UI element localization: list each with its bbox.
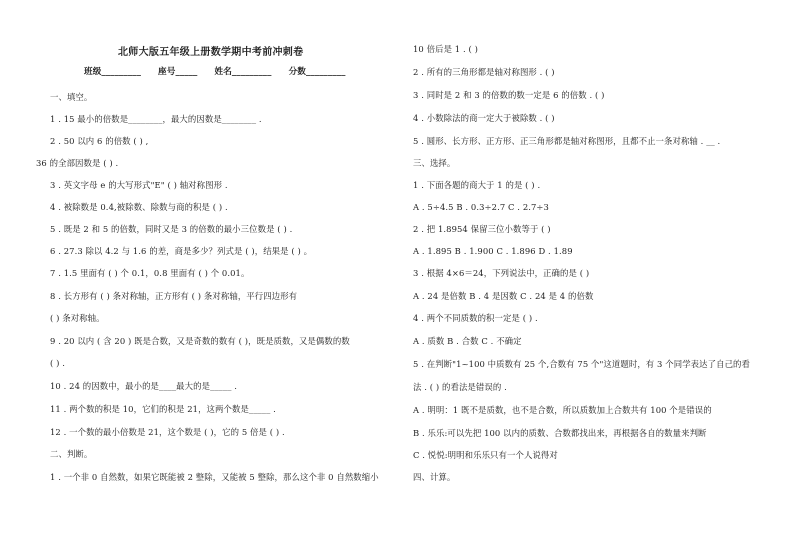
choice-1-options: A . 5÷4.5 B . 0.3÷2.7 C . 2.7÷3: [413, 202, 549, 212]
judgement-4: 4 . 小数除法的商一定大于被除数 . ( ): [413, 113, 555, 123]
question-2: 2 . 50 以内 6 的倍数 ( ) ,: [50, 136, 149, 146]
question-6: 6 . 27.3 除以 4.2 与 1.6 的差，商是多少？列式是 ( )，结果是 ( ) 。: [50, 246, 313, 256]
judgement-3: 3 . 同时是 2 和 3 的倍数的数一定是 6 的倍数 . ( ): [413, 90, 605, 100]
question-12: 12 . 一个数的最小倍数是 21，这个数是 ( )，它的 5 倍是 ( ) .: [50, 427, 285, 437]
question-5: 5 . 既是 2 和 5 的倍数，同时又是 3 的倍数的最小三位数是 ( ) .: [50, 224, 293, 234]
section-fill-blank: 一、填空。: [50, 92, 93, 102]
choice-1: 1 . 下面各题的商大于 1 的是 ( ) .: [413, 180, 541, 190]
choice-2: 2 . 把 1.8954 保留三位小数等于 ( ): [413, 224, 551, 234]
choice-3: 3 . 根据 4×6＝24，下列说法中，正确的是 ( ): [413, 268, 590, 278]
question-8-cont: ( ) 条对称轴。: [50, 313, 105, 323]
student-info-line: 班级_________ 座号_____ 姓名_________ 分数_________: [84, 67, 346, 77]
choice-5: 5 . 在判断"1~100 中质数有 25 个,合数有 75 个"这道题时，有 3 个同学表达了自己的看: [413, 359, 750, 369]
choice-3-options: A . 24 是倍数 B . 4 是因数 C . 24 是 4 的倍数: [413, 291, 594, 301]
section-judgement: 二、判断。: [50, 449, 93, 459]
question-9: 9 . 20 以内 ( 含 20 ) 既是合数，又是奇数的数有 ( )，既是质数，又是偶数的数: [50, 336, 350, 346]
choice-2-options: A . 1.895 B . 1.900 C . 1.896 D . 1.89: [413, 246, 573, 256]
question-4: 4 . 被除数是 0.4,被除数、除数与商的积是 ( ) .: [50, 202, 228, 212]
page-title: 北师大版五年级上册数学期中考前冲刺卷: [118, 47, 304, 58]
question-11: 11 . 两个数的积是 10，它们的积是 21，这两个数是_____ .: [50, 404, 276, 414]
question-2-cont: 36 的全部因数是 ( ) .: [36, 158, 119, 168]
choice-5-cont: 法 . ( ) 的看法是错误的 .: [413, 382, 507, 392]
question-1: 1 . 15 最小的倍数是________，最大的因数是________ .: [50, 114, 262, 124]
section-choice: 三、选择。: [413, 158, 456, 168]
judgement-2: 2 . 所有的三角形都是轴对称图形 . ( ): [413, 67, 555, 77]
judgement-1-cont: 10 倍后是 1 . ( ): [413, 44, 479, 54]
choice-4-options: A . 质数 B . 合数 C . 不确定: [413, 336, 522, 346]
question-10: 10 . 24 的因数中，最小的是____最大的是_____ .: [50, 381, 238, 391]
judgement-5: 5 . 圆形、长方形、正方形、正三角形都是轴对称图形，且都不止一条对称轴 . __ .: [413, 136, 721, 146]
question-3: 3 . 英文字母 e 的大写形式"E" ( ) 轴对称图形 .: [50, 180, 228, 190]
choice-5-option-c: C . 悦悦:明明和乐乐只有一个人说得对: [413, 450, 558, 460]
question-9-cont: ( ) .: [50, 358, 66, 368]
choice-4: 4 . 两个不同质数的积一定是 ( ) .: [413, 313, 538, 323]
judgement-1: 1 . 一个非 0 自然数，如果它既能被 2 整除，又能被 5 整除，那么这个非 0 自然数缩小: [50, 472, 379, 482]
choice-5-option-a: A . 明明：1 既不是质数，也不是合数，所以质数加上合数共有 100 个是错误的: [413, 405, 712, 415]
choice-5-option-b: B . 乐乐:可以先把 100 以内的质数、合数都找出来，再根据各自的数量来判断: [413, 428, 707, 438]
section-calculation: 四、计算。: [413, 472, 456, 482]
question-7: 7 . 1.5 里面有 ( ) 个 0.1，0.8 里面有 ( ) 个 0.01。: [50, 268, 250, 278]
question-8: 8 . 长方形有 ( ) 条对称轴，正方形有 ( ) 条对称轴，平行四边形有: [50, 291, 298, 301]
